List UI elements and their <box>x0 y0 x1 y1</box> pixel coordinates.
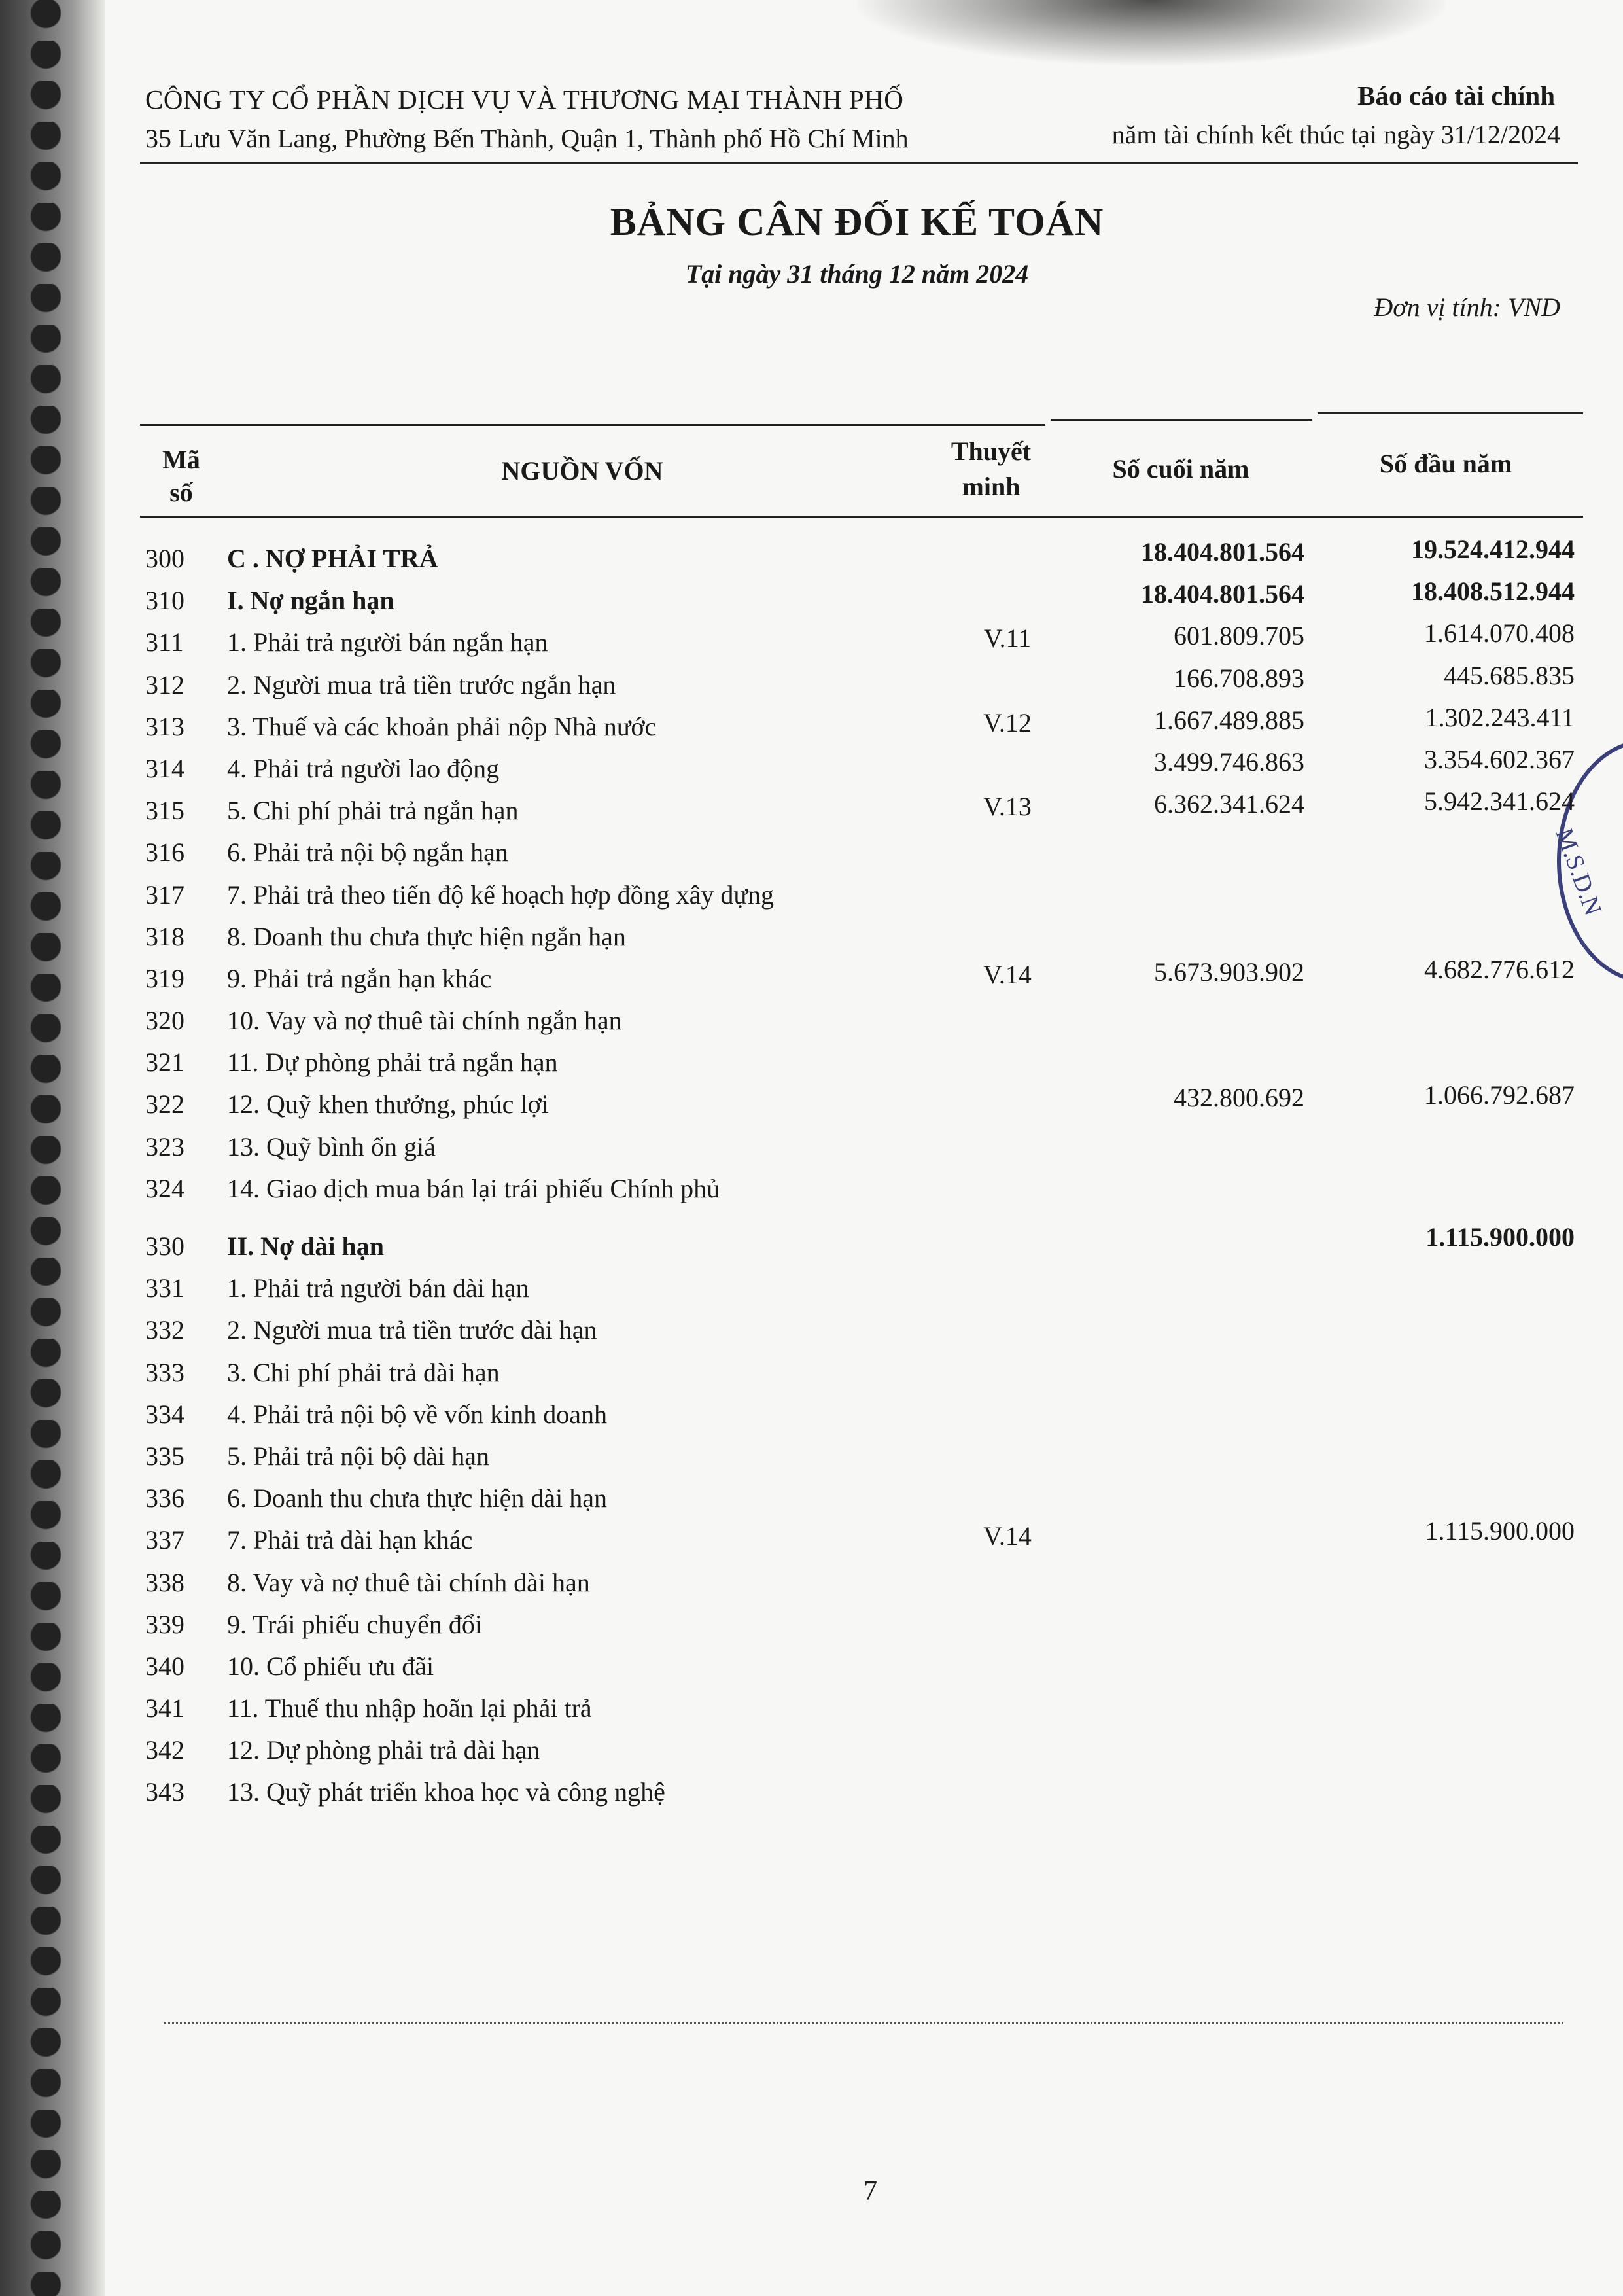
row-code: 317 <box>145 879 184 910</box>
row-value-end-of-year: 18.404.801.564 <box>1141 579 1304 609</box>
row-code: 332 <box>145 1315 184 1345</box>
row-label: 5. Chi phí phải trả ngắn hạn <box>227 796 519 826</box>
page-subtitle: Tại ngày 31 tháng 12 năm 2024 <box>685 259 1029 289</box>
row-code: 313 <box>145 711 184 741</box>
report-period: năm tài chính kết thúc tại ngày 31/12/2024 <box>1111 120 1560 149</box>
row-code: 323 <box>145 1131 184 1161</box>
table-row <box>0 1562 1623 1604</box>
column-header-end-of-year: Số cuối năm <box>1112 454 1249 484</box>
row-code: 339 <box>145 1609 184 1639</box>
table-row <box>0 660 1623 706</box>
row-label: 9. Trái phiếu chuyển đổi <box>227 1609 482 1639</box>
row-value-end-of-year: 601.809.705 <box>1174 621 1304 651</box>
row-label: 8. Vay và nợ thuê tài chính dài hạn <box>227 1567 590 1597</box>
table-row <box>0 954 1623 1000</box>
row-note: V.11 <box>983 624 1032 654</box>
balance-sheet-rows <box>0 535 1623 1814</box>
row-label: 12. Quỹ khen thưởng, phúc lợi <box>227 1089 549 1120</box>
row-value-end-of-year: 166.708.893 <box>1174 663 1304 693</box>
table-row <box>0 1477 1623 1519</box>
row-code: 330 <box>145 1231 184 1261</box>
row-value-beginning-of-year: 4.682.776.612 <box>1424 954 1575 984</box>
row-code: 322 <box>145 1089 184 1120</box>
table-row <box>0 1729 1623 1771</box>
row-label: 6. Phải trả nội bộ ngắn hạn <box>227 838 508 868</box>
row-code: 300 <box>145 544 184 573</box>
table-row <box>0 1516 1623 1561</box>
table-row <box>0 576 1623 622</box>
row-code: 316 <box>145 838 184 868</box>
row-label: C . NỢ PHẢI TRẢ <box>227 544 438 573</box>
row-code: 315 <box>145 796 184 826</box>
row-value-beginning-of-year: 3.354.602.367 <box>1424 744 1575 774</box>
column-header-code <box>145 444 217 509</box>
row-label: 4. Phải trả người lao động <box>227 753 500 783</box>
row-value-beginning-of-year: 445.685.835 <box>1444 660 1575 690</box>
table-row <box>0 1267 1623 1309</box>
row-label: 11. Dự phòng phải trả ngắn hạn <box>227 1048 558 1078</box>
table-row <box>0 744 1623 790</box>
row-value-beginning-of-year: 1.302.243.411 <box>1425 702 1575 732</box>
row-code: 333 <box>145 1357 184 1387</box>
row-code: 318 <box>145 921 184 951</box>
row-label: 2. Người mua trả tiền trước ngắn hạn <box>227 669 616 699</box>
row-value-end-of-year: 18.404.801.564 <box>1141 537 1304 567</box>
company-address: 35 Lưu Văn Lang, Phường Bến Thành, Quận 1, Thành phố Hồ Chí Minh <box>145 124 909 153</box>
company-name: CÔNG TY CỔ PHẦN DỊCH VỤ VÀ THƯƠNG MẠI THÀNH PHỐ <box>145 84 904 115</box>
row-label: 13. Quỹ bình ổn giá <box>227 1131 436 1161</box>
header-rule <box>140 162 1578 164</box>
row-label: 13. Quỹ phát triển khoa học và công nghệ <box>227 1777 665 1807</box>
table-top-rule <box>140 424 1045 426</box>
column-header-source: NGUỒN VỐN <box>501 456 663 486</box>
table-row <box>0 1222 1623 1267</box>
table-row <box>0 1687 1623 1729</box>
row-value-end-of-year: 1.667.489.885 <box>1154 705 1304 735</box>
row-code: 319 <box>145 963 184 993</box>
table-row <box>0 1771 1623 1813</box>
row-label: 2. Người mua trả tiền trước dài hạn <box>227 1315 597 1345</box>
table-row <box>0 702 1623 748</box>
row-label: II. Nợ dài hạn <box>227 1231 385 1261</box>
row-note: V.12 <box>983 707 1032 737</box>
row-code: 312 <box>145 669 184 699</box>
row-code: 310 <box>145 586 184 616</box>
table-row <box>0 832 1623 874</box>
row-value-beginning-of-year: 1.066.792.687 <box>1424 1080 1575 1110</box>
row-value-end-of-year: 432.800.692 <box>1174 1083 1304 1113</box>
row-label: 12. Dự phòng phải trả dài hạn <box>227 1735 540 1765</box>
row-value-end-of-year: 6.362.341.624 <box>1154 789 1304 819</box>
row-label: 10. Cổ phiếu ưu đãi <box>227 1651 434 1681</box>
row-label: 7. Phải trả theo tiến độ kế hoạch hợp đồng xây dựng <box>227 879 774 910</box>
row-code: 335 <box>145 1441 184 1471</box>
column-header-note-text: Thuyết minh <box>951 436 1032 501</box>
row-value-beginning-of-year: 19.524.412.944 <box>1411 535 1575 564</box>
table-header-rule <box>140 516 1583 518</box>
table-row <box>0 916 1623 958</box>
table-row <box>0 1352 1623 1394</box>
table-row <box>0 618 1623 663</box>
row-label: 7. Phải trả dài hạn khác <box>227 1525 473 1555</box>
row-label: 9. Phải trả ngắn hạn khác <box>227 963 492 993</box>
row-label: 8. Doanh thu chưa thực hiện ngắn hạn <box>227 921 626 951</box>
table-row <box>0 1309 1623 1351</box>
row-value-end-of-year: 3.499.746.863 <box>1154 747 1304 777</box>
table-row <box>0 1604 1623 1646</box>
row-label: 3. Chi phí phải trả dài hạn <box>227 1357 500 1387</box>
row-value-beginning-of-year: 1.614.070.408 <box>1424 618 1575 648</box>
row-value-beginning-of-year: 1.115.900.000 <box>1425 1222 1575 1252</box>
table-row <box>0 535 1623 580</box>
row-label: 1. Phải trả người bán ngắn hạn <box>227 627 548 658</box>
row-label: 1. Phải trả người bán dài hạn <box>227 1273 529 1303</box>
company-seal-text: M.S.D.N <box>1550 824 1607 919</box>
row-value-beginning-of-year: 1.115.900.000 <box>1425 1516 1575 1546</box>
page-title: BẢNG CÂN ĐỐI KẾ TOÁN <box>610 200 1104 243</box>
row-code: 321 <box>145 1048 184 1078</box>
page-number: 7 <box>864 2176 877 2206</box>
table-row <box>0 1436 1623 1477</box>
row-code: 343 <box>145 1777 184 1807</box>
row-value-beginning-of-year: 18.408.512.944 <box>1411 576 1575 607</box>
row-code: 336 <box>145 1483 184 1513</box>
row-label: 4. Phải trả nội bộ về vốn kinh doanh <box>227 1399 608 1429</box>
table-row <box>0 786 1623 832</box>
row-code: 338 <box>145 1567 184 1597</box>
column-header-beginning-of-year: Số đầu năm <box>1379 449 1512 478</box>
scan-shadow <box>857 0 1446 65</box>
row-code: 341 <box>145 1693 184 1723</box>
currency-unit: Đơn vị tính: VND <box>1374 292 1560 322</box>
row-label: 10. Vay và nợ thuê tài chính ngắn hạn <box>227 1006 622 1036</box>
table-row <box>0 1000 1623 1042</box>
row-code: 314 <box>145 753 184 783</box>
row-label: 11. Thuế thu nhập hoãn lại phải trả <box>227 1693 592 1723</box>
row-label: I. Nợ ngắn hạn <box>227 586 394 616</box>
row-value-end-of-year: 5.673.903.902 <box>1154 957 1304 987</box>
row-note: V.14 <box>983 1521 1032 1551</box>
table-row <box>0 874 1623 916</box>
row-code: 324 <box>145 1173 184 1203</box>
table-row <box>0 1042 1623 1084</box>
row-code: 311 <box>145 627 184 658</box>
row-label: 3. Thuế và các khoản phải nộp Nhà nước <box>227 711 657 741</box>
table-row <box>0 1168 1623 1210</box>
table-row <box>0 1080 1623 1125</box>
row-value-beginning-of-year: 5.942.341.624 <box>1424 786 1575 817</box>
row-code: 337 <box>145 1525 184 1555</box>
row-code: 334 <box>145 1399 184 1429</box>
table-row <box>0 1646 1623 1687</box>
row-note: V.13 <box>983 792 1032 822</box>
row-label: 14. Giao dịch mua bán lại trái phiếu Chính phủ <box>227 1173 720 1203</box>
column-header-note <box>922 434 1060 504</box>
page-separator <box>164 2022 1563 2024</box>
row-code: 320 <box>145 1006 184 1036</box>
table-row <box>0 1394 1623 1436</box>
report-type: Báo cáo tài chính <box>1357 80 1555 111</box>
column-header-code-text: Mã số <box>162 445 200 507</box>
row-note: V.14 <box>983 959 1032 989</box>
row-label: 5. Phải trả nội bộ dài hạn <box>227 1441 490 1471</box>
row-label: 6. Doanh thu chưa thực hiện dài hạn <box>227 1483 607 1513</box>
row-code: 340 <box>145 1651 184 1681</box>
table-top-rule <box>1051 419 1312 421</box>
table-row <box>0 1126 1623 1168</box>
row-code: 342 <box>145 1735 184 1765</box>
row-code: 331 <box>145 1273 184 1303</box>
table-top-rule <box>1318 412 1583 414</box>
